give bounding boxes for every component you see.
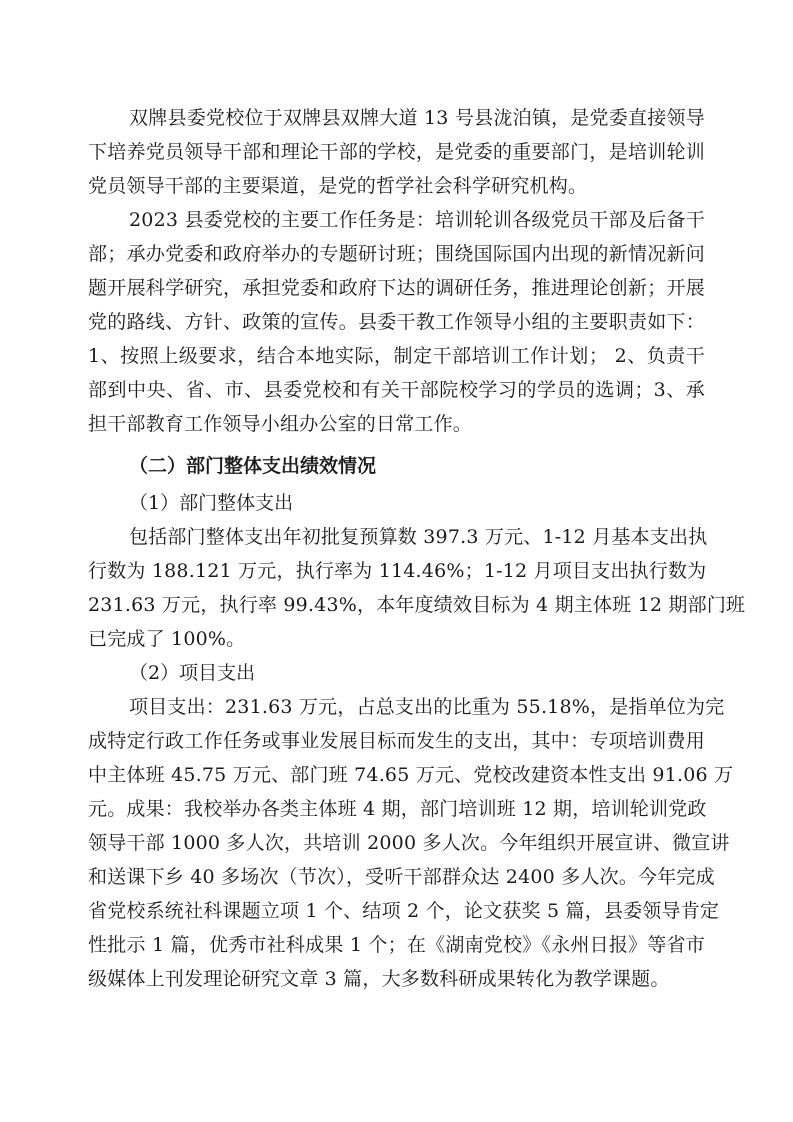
section-heading: （二）部门整体支出绩效情况 <box>129 455 377 477</box>
para1-line-2: 下培养党员领导干部和理论干部的学校，是党委的重要部门，是培训轮训 <box>88 141 705 163</box>
para2-line-5: 1、按照上级要求，结合本地实际，制定干部培训工作计划； 2、负责干 <box>88 345 705 367</box>
subheading-overall-expenditure: （1）部门整体支出 <box>129 492 294 514</box>
para3-line-2: 行数为 188.121 万元，执行率为 114.46%；1-12 月项目支出执行数为 <box>88 560 707 582</box>
para4-line-3: 中主体班 45.75 万元、部门班 74.65 万元、党校改建资本性支出 91.06 万 <box>88 764 734 786</box>
para1-line-3: 党员领导干部的主要渠道，是党的哲学社会科学研究机构。 <box>88 175 588 197</box>
para2-line-6: 部到中央、省、市、县委党校和有关干部院校学习的学员的选调；3、承 <box>88 379 705 401</box>
para2-line-7: 担干部教育工作领导小组办公室的日常工作。 <box>88 413 473 435</box>
para4-line-7: 省党校系统社科课题立项 1 个、结项 2 个，论文获奖 5 篇，县委领导肯定 <box>88 900 720 922</box>
para2-line-4: 党的路线、方针、政策的宣传。县委干教工作领导小组的主要职责如下： <box>88 311 705 333</box>
para4-line-5: 领导干部 1000 多人次，共培训 2000 多人次。今年组织开展宣讲、微宣讲 <box>88 832 730 854</box>
para4-line-1: 项目支出：231.63 万元，占总支出的比重为 55.18%，是指单位为完 <box>129 696 725 718</box>
para2-line-2: 部；承办党委和政府举办的专题研讨班；围绕国际国内出现的新情况新问 <box>88 243 705 265</box>
para3-line-3: 231.63 万元，执行率 99.43%，本年度绩效目标为 4 期主体班 12 期部门班 <box>88 594 746 616</box>
para4-line-2: 成特定行政工作任务或事业发展目标而发生的支出，其中：专项培训费用 <box>88 730 705 752</box>
para1-line-1: 双牌县委党校位于双牌县双牌大道 13 号县泷泊镇，是党委直接领导 <box>129 107 705 129</box>
para3-line-4: 已完成了 100%。 <box>88 628 246 650</box>
para4-line-4: 元。成果：我校举办各类主体班 4 期，部门培训班 12 期，培训轮训党政 <box>88 798 707 820</box>
para4-line-8: 性批示 1 篇，优秀市社科成果 1 个；在《湖南党校》《永州日报》等省市 <box>88 934 705 956</box>
subheading-project-expenditure: （2）项目支出 <box>129 662 256 684</box>
para4-line-6: 和送课下乡 40 多场次（节次），受听干部群众达 2400 多人次。今年完成 <box>88 866 715 888</box>
para2-line-3: 题开展科学研究，承担党委和政府下达的调研任务，推进理论创新；开展 <box>88 277 705 299</box>
para4-line-9: 级媒体上刊发理论研究文章 3 篇，大多数科研成果转化为教学课题。 <box>88 968 670 990</box>
para3-line-1: 包括部门整体支出年初批复预算数 397.3 万元、1-12 月基本支出执 <box>129 526 708 548</box>
para2-line-1: 2023 县委党校的主要工作任务是：培训轮训各级党员干部及后备干 <box>129 209 705 231</box>
